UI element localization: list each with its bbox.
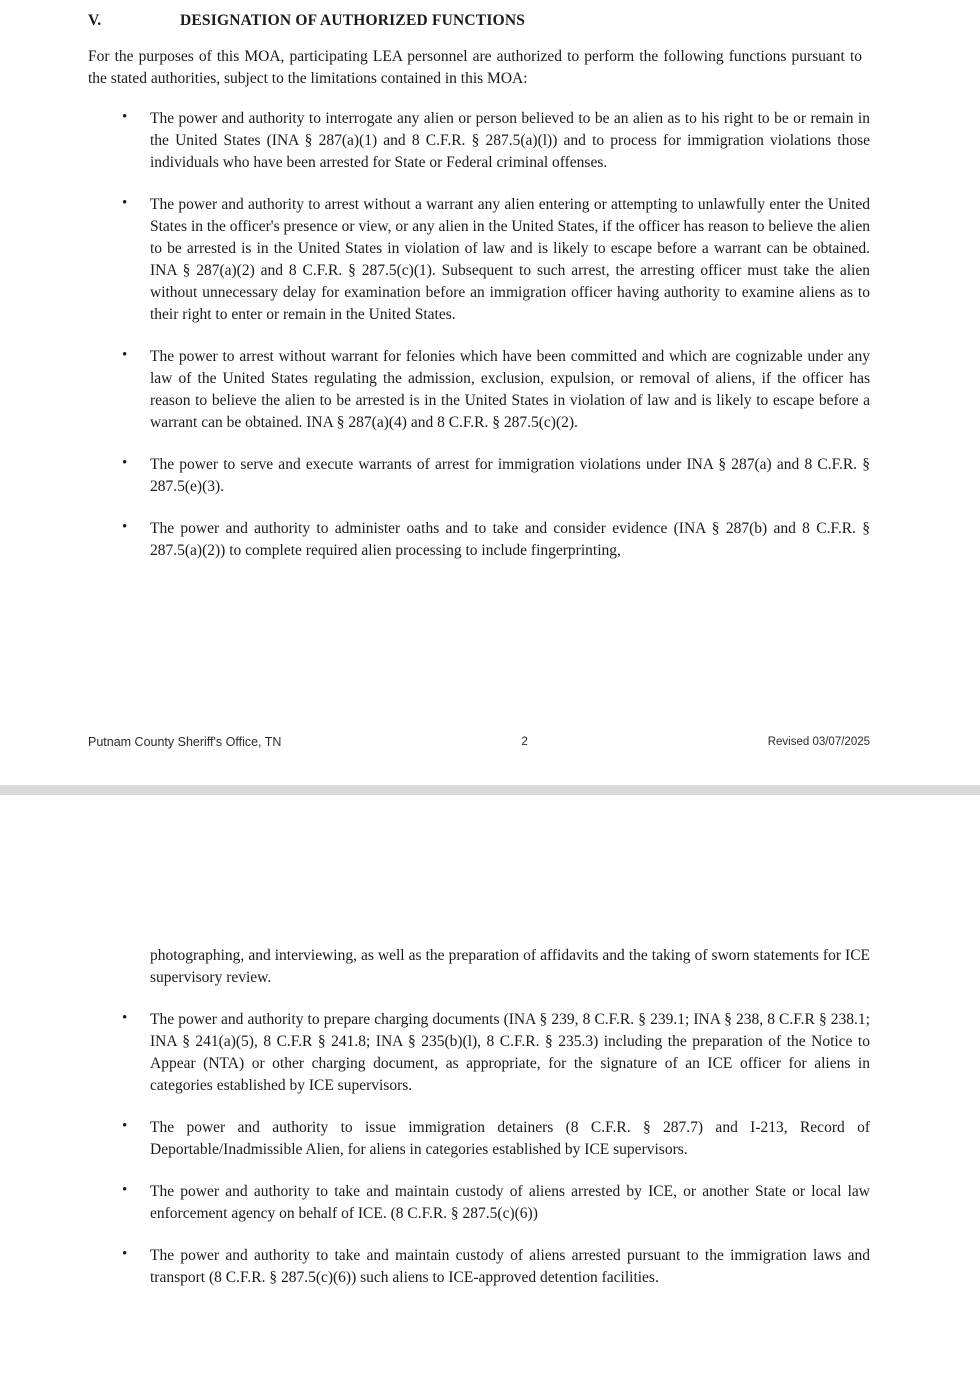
list-item: • The power and authority to interrogate any alien or person believed to be an alien as to his right to be or remain in the United States (INA § 287(a)(1) and 8 C.F.R. § 287.5(a)(l)) and to process for immigration violations those individuals who have been arrested for State or Federal criminal offenses. — [88, 108, 870, 174]
list-item: • The power and authority to administer oaths and to take and consider evidence (INA § 287(b) and 8 C.F.R. § 287.5(a)(2)) to complete required alien processing to include fingerprinting, — [88, 518, 870, 562]
list-item: • The power and authority to take and maintain custody of aliens arrested by ICE, or another State or local law enforcement agency on behalf of ICE. (8 C.F.R. § 287.5(c)(6)) — [88, 1181, 870, 1225]
footer-revision-date: Revised 03/07/2025 — [767, 736, 871, 748]
list-item: • The power and authority to arrest without a warrant any alien entering or attempting to unlawfully enter the United States in the officer's presence or view, or any alien in the United States, if the officer has reason to believe the alien to be arrested is in the United States in violation of law and is likely to escape before a warrant can be obtained. INA § 287(a)(2) and 8 C.F.R. § 287.5(c)(1). Subsequent to such arrest, the arresting officer must take the alien without unnecessary delay for examination before an immigration officer having authority to examine aliens as to their right to enter or remain in the United States. — [88, 194, 870, 326]
authorized-functions-list-page-1 — [88, 108, 870, 562]
section-title: DESIGNATION OF AUTHORIZED FUNCTIONS — [180, 12, 526, 29]
page-footer — [88, 735, 870, 749]
intro-paragraph: For the purposes of this MOA, participating LEA personnel are authorized to perform the following functions pursuant to the stated authorities, subject to the limitations contained in this MOA: — [88, 48, 862, 87]
list-item: • The power and authority to take and maintain custody of aliens arrested pursuant to the immigration laws and transport (8 C.F.R. § 287.5(c)(6)) such aliens to ICE-approved detention facilities. — [88, 1245, 870, 1289]
list-item: • The power to arrest without warrant for felonies which have been committed and which are cognizable under any law of the United States regulating the admission, exclusion, expulsion, or removal of aliens, if the officer has reason to believe the alien to be arrested is in the United States in violation of law and is likely to escape before a warrant can be obtained. INA § 287(a)(4) and 8 C.F.R. § 287.5(c)(2). — [88, 346, 870, 434]
footer-agency: Putnam County Sheriff's Office, TN — [88, 735, 282, 749]
page-2-body — [88, 795, 870, 1289]
list-item: • The power to serve and execute warrants of arrest for immigration violations under INA § 287(a) and 8 C.F.R. § 287.5(e)(3). — [88, 454, 870, 498]
authorized-functions-list-page-2 — [88, 1009, 870, 1289]
list-item: • The power and authority to issue immigration detainers (8 C.F.R. § 287.7) and I-213, Record of Deportable/Inadmissible Alien, for aliens in categories established by ICE supervisors. — [88, 1117, 870, 1161]
list-item: • The power and authority to prepare charging documents (INA § 239, 8 C.F.R. § 239.1; INA § 238, 8 C.F.R § 238.1; INA § 241(a)(5), 8 C.F.R § 241.8; INA § 235(b)(l), 8 C.F.R. § 235.3) including the preparation of the Notice to Appear (NTA) or other charging document, as appropriate, for the signature of an ICE officer for aliens in categories established by ICE supervisors. — [88, 1009, 870, 1097]
continuation-paragraph: photographing, and interviewing, as well as the preparation of affidavits and the taking of sworn statements for ICE supervisory review. — [150, 947, 870, 986]
document-page-2 — [0, 795, 980, 1375]
section-heading — [88, 0, 870, 46]
footer-page-number: 2 — [521, 736, 528, 748]
page-separator — [0, 785, 980, 795]
section-number: V. — [88, 12, 102, 29]
